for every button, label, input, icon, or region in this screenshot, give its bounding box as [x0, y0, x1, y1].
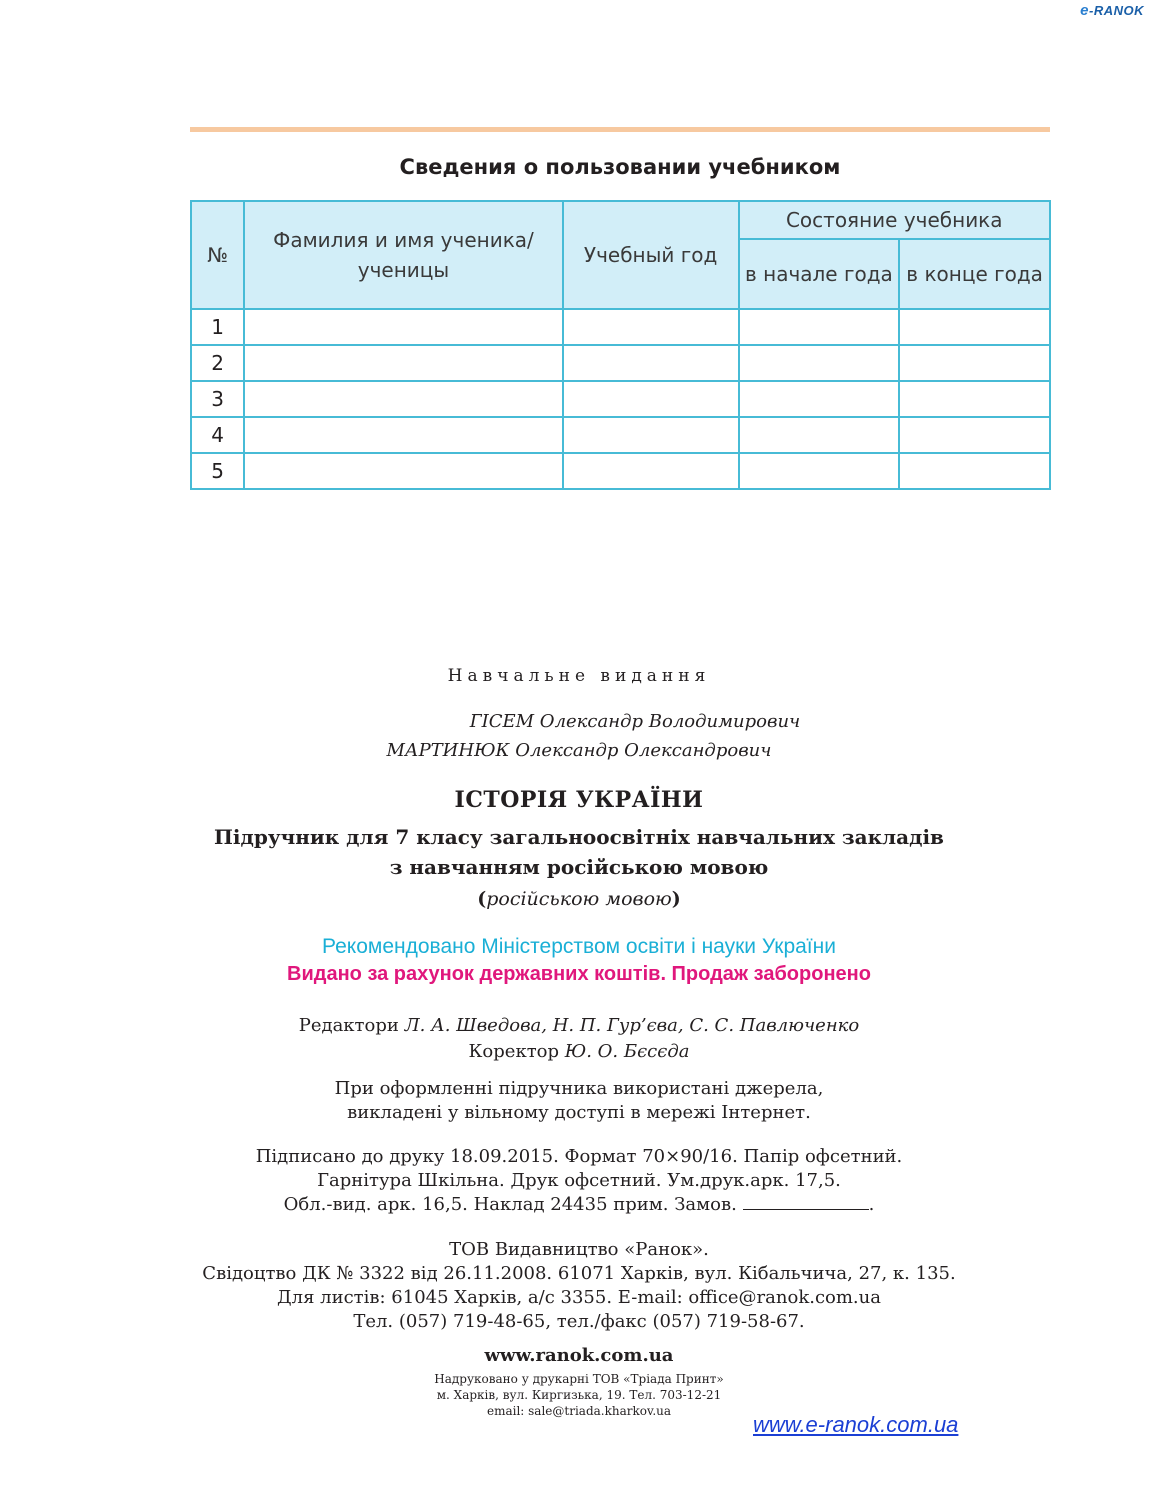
school-year-cell[interactable]: [563, 309, 739, 345]
publisher-website: www.ranok.com.ua: [484, 1345, 674, 1366]
condition-start-cell[interactable]: [739, 309, 900, 345]
publisher-line-3: Для листів: 61045 Харків, а/с 3355. E-mail: office@ranok.com.ua: [277, 1287, 881, 1308]
condition-start-cell[interactable]: [739, 381, 900, 417]
edition-type: Навчальне видання: [447, 666, 711, 686]
top-divider: [190, 127, 1050, 132]
school-year-cell[interactable]: [563, 453, 739, 489]
book-subtitle-line-1: Підручник для 7 класу загальноосвітніх навчальних закладів: [214, 825, 944, 849]
row-number: 1: [191, 309, 244, 345]
logo-suffix: -RANOK: [1089, 3, 1144, 18]
student-name-cell[interactable]: [244, 345, 562, 381]
usage-table-title: Сведения о пользовании учебником: [399, 155, 841, 179]
language-open-paren: (: [477, 888, 487, 910]
student-name-cell[interactable]: [244, 309, 562, 345]
row-number: 4: [191, 417, 244, 453]
row-number: 3: [191, 381, 244, 417]
condition-end-cell[interactable]: [899, 381, 1050, 417]
language-text: російською мовою: [486, 888, 672, 910]
editors-label: Редактори: [298, 1015, 399, 1036]
row-number: 2: [191, 345, 244, 381]
table-row: [191, 309, 1050, 345]
condition-end-cell[interactable]: [899, 309, 1050, 345]
student-name-cell[interactable]: [244, 417, 562, 453]
print-info-line-3-text: Обл.-вид. арк. 16,5. Наклад 24435 прим. Замов.: [283, 1194, 737, 1215]
author-1: ГІСЕМ Олександр Володимирович: [469, 711, 801, 732]
table-row: [191, 345, 1050, 381]
printer-line-2: м. Харків, вул. Киргизька, 19. Тел. 703-12-21: [436, 1388, 722, 1402]
table-row: [191, 381, 1050, 417]
header-school-year: Учебный год: [563, 201, 739, 309]
condition-end-cell[interactable]: [899, 453, 1050, 489]
school-year-cell[interactable]: [563, 345, 739, 381]
table-row: [191, 453, 1050, 489]
publisher-line-1: ТОВ Видавництво «Ранок».: [449, 1239, 709, 1260]
header-condition: Состояние учебника: [739, 201, 1050, 239]
print-info-line-3: [0, 1193, 1158, 1217]
printer-line-1: Надруковано у друкарні ТОВ «Тріада Принт»: [434, 1372, 724, 1386]
school-year-cell[interactable]: [563, 417, 739, 453]
condition-start-cell[interactable]: [739, 453, 900, 489]
language-note: [0, 888, 1158, 910]
publisher-line-4: Тел. (057) 719-48-65, тел./факс (057) 719-58-67.: [353, 1311, 805, 1332]
order-number-blank: [743, 1193, 869, 1210]
sources-line-2: викладені у вільному доступі в мережі Інтернет.: [347, 1102, 811, 1123]
printer-line-3: email: sale@triada.kharkov.ua: [486, 1404, 672, 1418]
header-condition-end: в конце года: [899, 239, 1050, 309]
e-ranok-logo: [1080, 2, 1144, 19]
corrector-label: Коректор: [468, 1041, 560, 1062]
author-2: МАРТИНЮК Олександр Олександрович: [386, 740, 772, 761]
condition-start-cell[interactable]: [739, 417, 900, 453]
book-subtitle-line-2: з навчанням російською мовою: [389, 855, 769, 879]
editors-line: [0, 1014, 1158, 1038]
condition-end-cell[interactable]: [899, 345, 1050, 381]
editors-names: Л. А. Шведова, Н. П. Гур’єва, С. С. Павлюченко: [404, 1015, 860, 1036]
ministry-recommendation: Рекомендовано Міністерством освіти і науки України: [322, 935, 836, 958]
row-number: 5: [191, 453, 244, 489]
condition-end-cell[interactable]: [899, 417, 1050, 453]
corrector-name: Ю. О. Бєсєда: [564, 1041, 690, 1062]
corrector-line: [0, 1040, 1158, 1064]
print-info-line-1: Підписано до друку 18.09.2015. Формат 70×90/16. Папір офсетний.: [255, 1146, 903, 1167]
condition-start-cell[interactable]: [739, 345, 900, 381]
language-close-paren: ): [671, 888, 681, 910]
header-student-name: Фамилия и имя ученика/ученицы: [244, 201, 562, 309]
sources-line-1: При оформленні підручника використані джерела,: [334, 1078, 824, 1099]
print-info-line-3-end: .: [868, 1194, 875, 1215]
e-ranok-link[interactable]: www.e-ranok.com.ua: [753, 1412, 959, 1437]
print-info-line-2: Гарнітура Шкільна. Друк офсетний. Ум.друк.арк. 17,5.: [317, 1170, 841, 1191]
logo-prefix: e: [1080, 2, 1089, 19]
not-for-sale-notice: Видано за рахунок державних коштів. Продаж заборонено: [287, 963, 871, 985]
book-title: ІСТОРІЯ УКРАЇНИ: [454, 787, 704, 813]
student-name-cell[interactable]: [244, 453, 562, 489]
publisher-line-2: Свідоцтво ДК № 3322 від 26.11.2008. 61071 Харків, вул. Кібальчича, 27, к. 135.: [202, 1263, 956, 1284]
header-condition-start: в начале года: [739, 239, 900, 309]
table-row: [191, 417, 1050, 453]
textbook-usage-table: [190, 200, 1051, 490]
school-year-cell[interactable]: [563, 381, 739, 417]
header-number: №: [191, 201, 244, 309]
student-name-cell[interactable]: [244, 381, 562, 417]
